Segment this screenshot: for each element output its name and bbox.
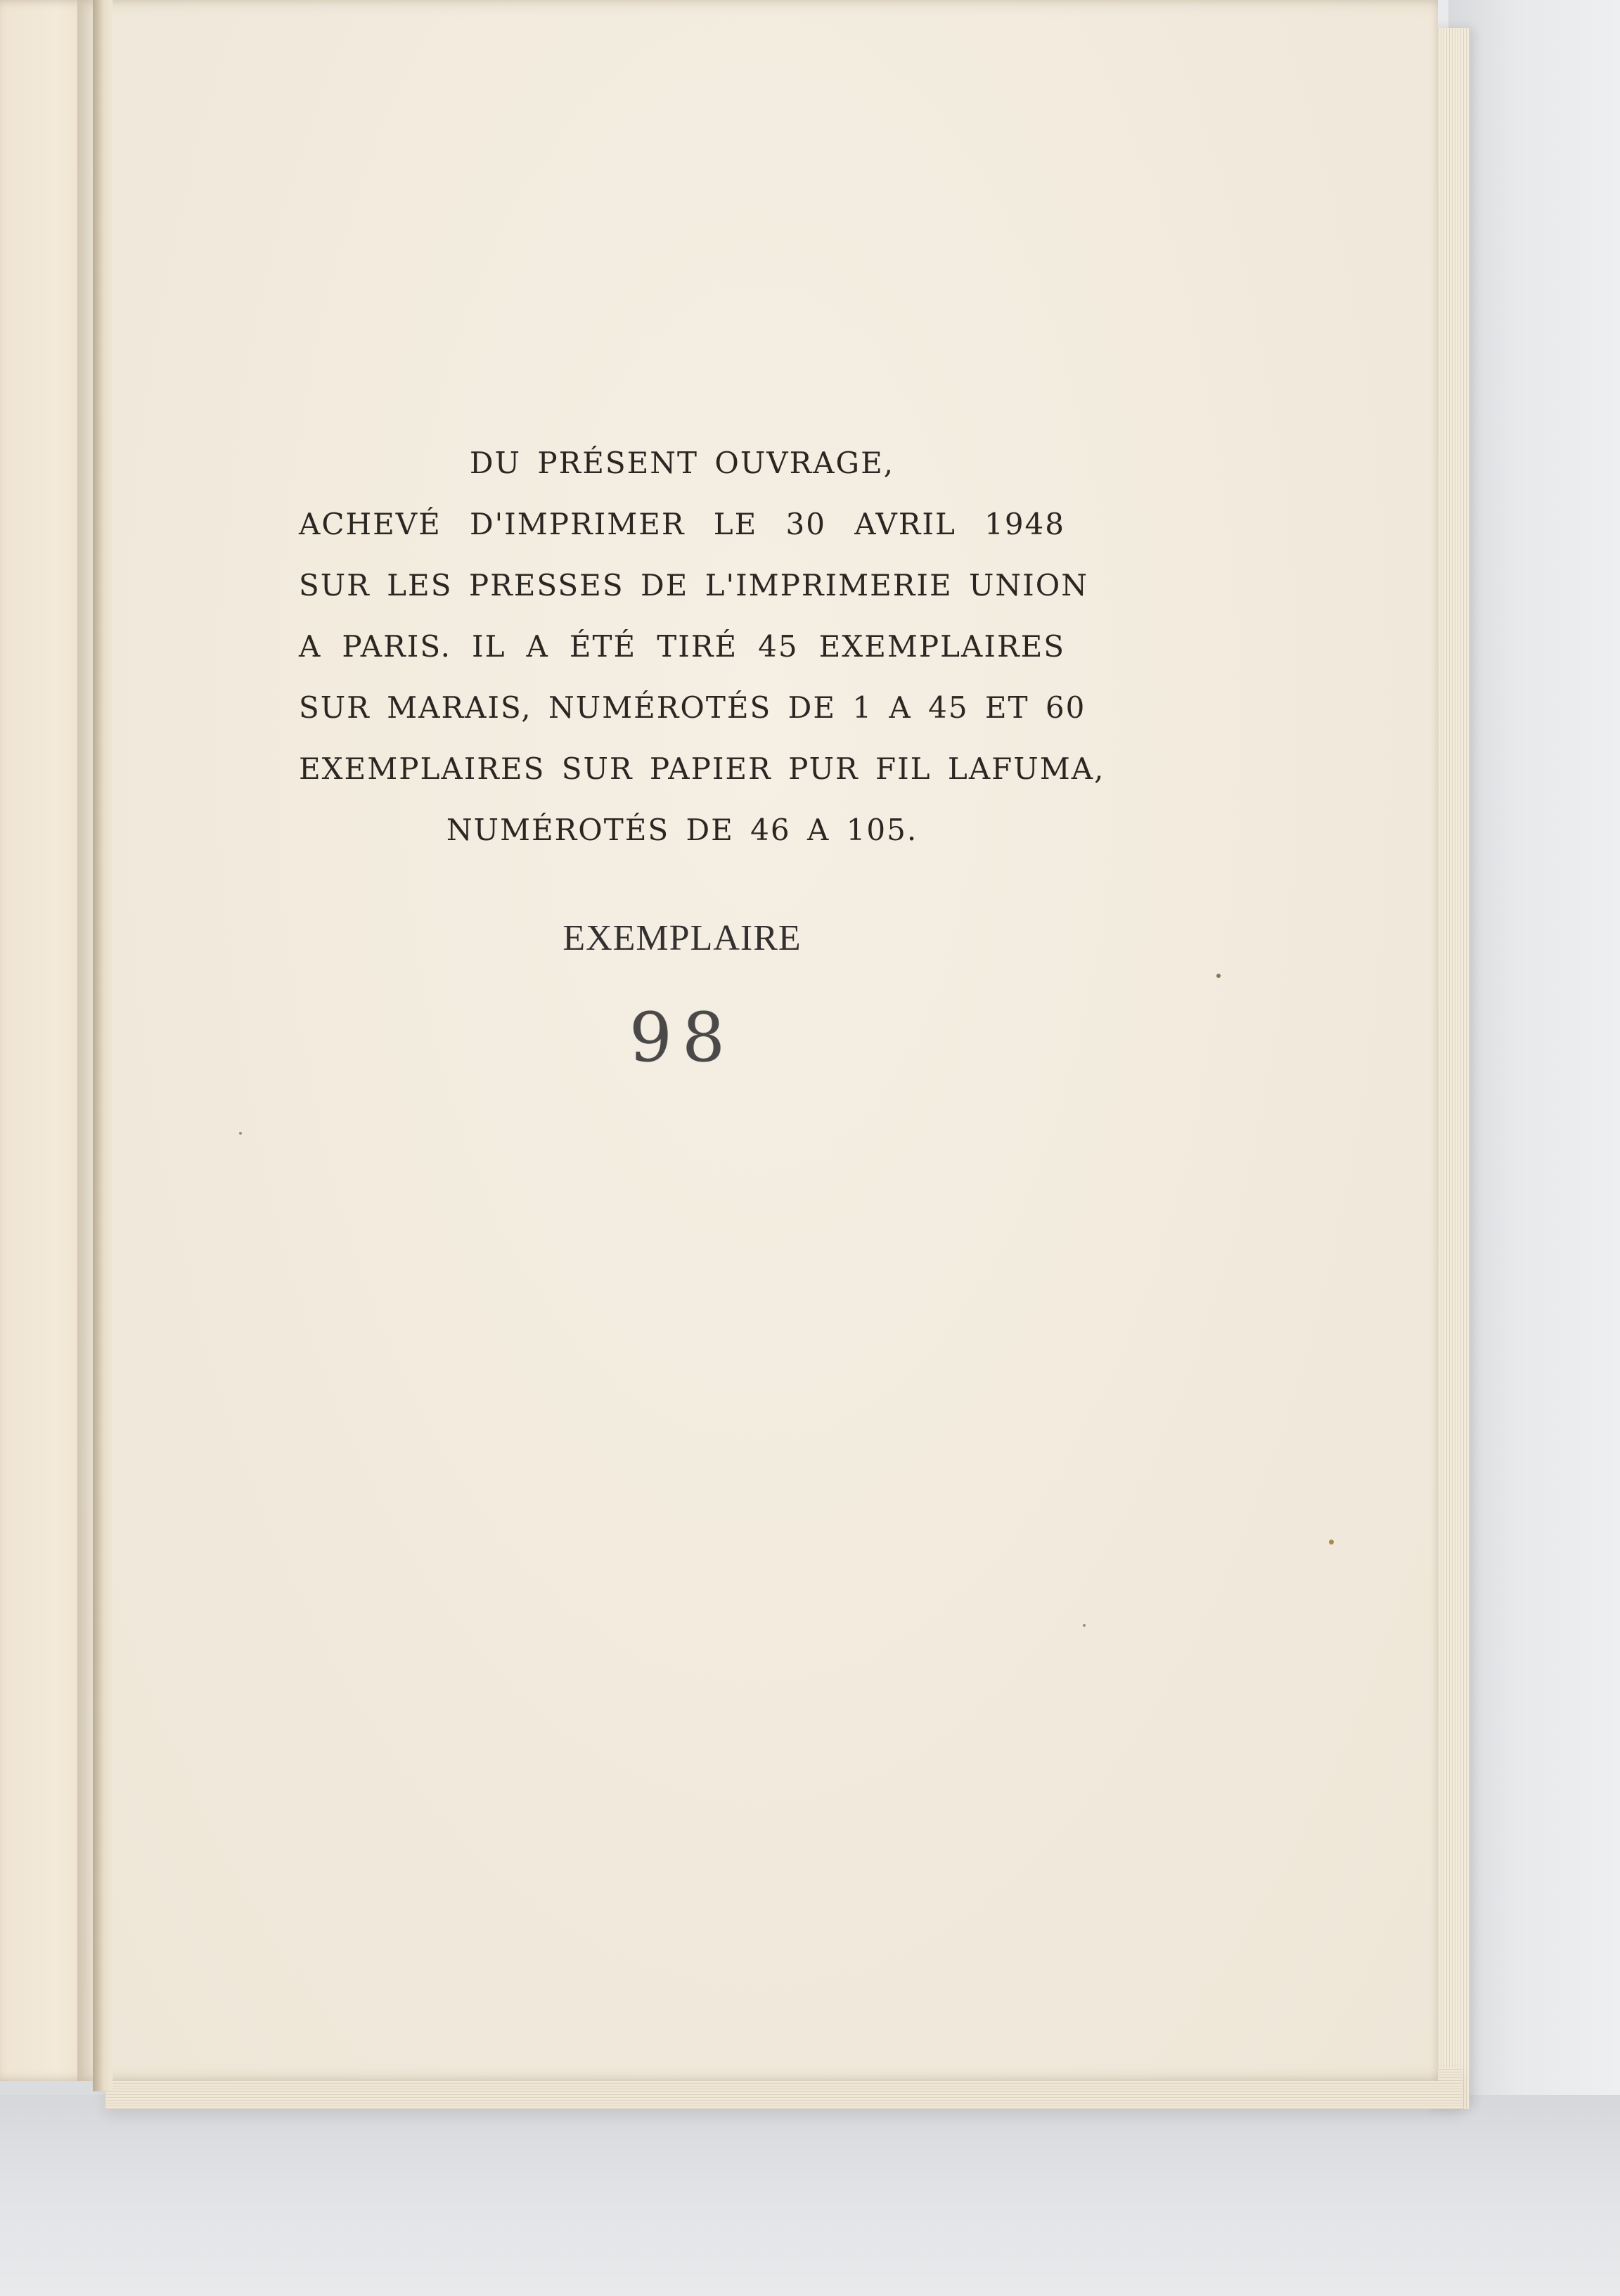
paper-speck — [1083, 1624, 1086, 1627]
book-gutter — [93, 0, 112, 2091]
colophon-line: SUR LES PRESSES DE L'IMPRIMERIE UNION — [299, 568, 1088, 602]
colophon-line: A PARIS. IL A ÉTÉ TIRÉ 45 EXEMPLAIRES — [299, 629, 1065, 664]
copy-label: EXEMPLAIRE — [562, 918, 802, 958]
copy-number-stamp: 98 — [629, 998, 735, 1077]
colophon-line: DU PRÉSENT OUVRAGE, — [469, 446, 895, 480]
colophon-line: SUR MARAIS, NUMÉROTÉS DE 1 A 45 ET 60 — [299, 690, 1086, 725]
paper-speck — [1216, 974, 1221, 978]
paper-speck — [239, 1132, 242, 1135]
colophon-line: NUMÉROTÉS DE 46 A 105. — [446, 813, 918, 847]
backdrop-right — [1448, 0, 1620, 2296]
paper-speck — [1329, 1540, 1334, 1544]
colophon-line: EXEMPLAIRES SUR PAPIER PUR FIL LAFUMA, — [299, 752, 1105, 786]
colophon-text — [299, 432, 1105, 860]
colophon-line: ACHEVÉ D'IMPRIMER LE 30 AVRIL 1948 — [299, 507, 1065, 541]
backdrop-bottom — [0, 2095, 1620, 2296]
